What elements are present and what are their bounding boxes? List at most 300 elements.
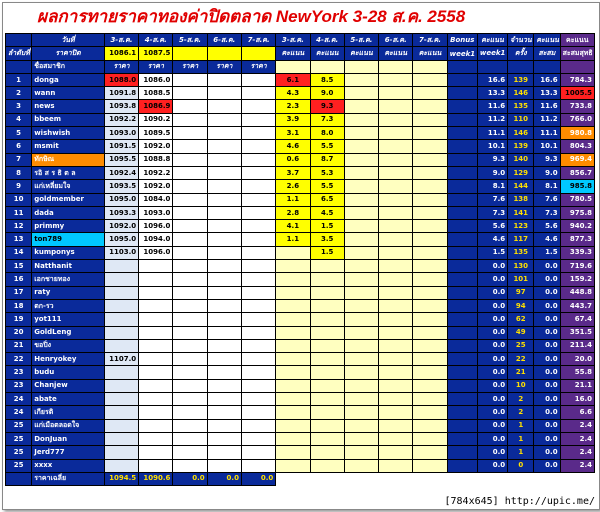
net-score: 0.0	[534, 260, 560, 273]
score-day4	[379, 366, 413, 379]
price-guess-day5	[241, 326, 275, 339]
price-guess-day1	[104, 406, 138, 419]
price-guess-day4	[207, 353, 241, 366]
price-guess-day2	[139, 273, 173, 286]
score-day5	[413, 299, 447, 312]
price-guess-day5	[241, 299, 275, 312]
score-day5	[413, 127, 447, 140]
price-guess-day4	[207, 140, 241, 153]
week-score: 0.0	[477, 339, 507, 352]
price-guess-day3	[173, 220, 207, 233]
member-name: xxxx	[32, 459, 105, 472]
bonus-cell	[447, 166, 477, 179]
table-row	[6, 339, 595, 352]
price-guess-day5	[241, 73, 275, 86]
week-score: 0.0	[477, 299, 507, 312]
price-guess-day3	[173, 326, 207, 339]
score-day5	[413, 153, 447, 166]
rank-cell: 5	[6, 127, 32, 140]
week-score: 0.0	[477, 446, 507, 459]
score-day5	[413, 73, 447, 86]
price-guess-day2: 1096.0	[139, 246, 173, 259]
member-name: ตก-รว	[32, 299, 105, 312]
rank-cell: 22	[6, 353, 32, 366]
bonus-cell	[447, 339, 477, 352]
member-name: news	[32, 100, 105, 113]
price-guess-day3	[173, 379, 207, 392]
price-guess-day1	[104, 273, 138, 286]
rank-cell: 8	[6, 166, 32, 179]
price-guess-day5	[241, 153, 275, 166]
play-count: 2	[508, 406, 534, 419]
score-day5	[413, 87, 447, 100]
member-name: abate	[32, 393, 105, 406]
week-score: 0.0	[477, 260, 507, 273]
price-guess-day2: 1084.0	[139, 193, 173, 206]
play-count: 97	[508, 286, 534, 299]
score-day3	[344, 140, 378, 153]
week-score: 9.0	[477, 166, 507, 179]
table-row	[6, 87, 595, 100]
price-guess-day1: 1093.5	[104, 180, 138, 193]
score-day2	[310, 459, 344, 472]
score-day4	[379, 273, 413, 286]
price-guess-day1	[104, 326, 138, 339]
price-guess-day5	[241, 432, 275, 445]
bonus-cell	[447, 286, 477, 299]
price-guess-day1: 1095.5	[104, 153, 138, 166]
table-row	[6, 100, 595, 113]
score-day4	[379, 87, 413, 100]
total-score: 351.5	[560, 326, 594, 339]
price-guess-day1	[104, 366, 138, 379]
price-guess-day2	[139, 299, 173, 312]
total-score: 2.4	[560, 419, 594, 432]
week-score: 5.6	[477, 220, 507, 233]
score-subheader: คะแนน	[413, 47, 447, 60]
price-date-header: 4-ส.ค.	[139, 34, 173, 47]
play-count: 130	[508, 260, 534, 273]
price-guess-day2: 1088.5	[139, 87, 173, 100]
price-guess-day4	[207, 87, 241, 100]
score-day2: 6.5	[310, 193, 344, 206]
score-day1: 2.3	[276, 100, 310, 113]
price-guess-day5	[241, 313, 275, 326]
play-count: 138	[508, 193, 534, 206]
bonus-cell	[447, 100, 477, 113]
score-day1	[276, 353, 310, 366]
avg-price: 1094.5	[104, 472, 138, 485]
rank-cell: 23	[6, 379, 32, 392]
price-guess-day4	[207, 406, 241, 419]
score-subheader: คะแนน	[276, 47, 310, 60]
net-score: 13.3	[534, 87, 560, 100]
total-score: 969.4	[560, 153, 594, 166]
play-count: 2	[508, 393, 534, 406]
score-day5	[413, 459, 447, 472]
play-count: 139	[508, 140, 534, 153]
times-label: ครั้ง	[508, 47, 534, 60]
member-name: ton789	[32, 233, 105, 246]
price-guess-day2: 1092.2	[139, 166, 173, 179]
price-guess-day1	[104, 432, 138, 445]
price-guess-day5	[241, 193, 275, 206]
header-row-dates	[6, 34, 595, 47]
price-guess-day5	[241, 273, 275, 286]
total-score: 877.3	[560, 233, 594, 246]
rank-cell: 23	[6, 366, 32, 379]
score-day1	[276, 379, 310, 392]
score-day5	[413, 326, 447, 339]
price-guess-day3	[173, 313, 207, 326]
bonus-week-label: week1	[447, 47, 477, 60]
price-guess-day5	[241, 379, 275, 392]
week-score-header: คะแนน	[477, 34, 507, 47]
play-count: 49	[508, 326, 534, 339]
table-row	[6, 73, 595, 86]
rank-cell: 16	[6, 273, 32, 286]
bonus-cell	[447, 246, 477, 259]
score-day1	[276, 432, 310, 445]
score-blank	[379, 60, 413, 73]
score-date-header: 3-ส.ค.	[276, 34, 310, 47]
bonus-header: Bonus	[447, 34, 477, 47]
score-day2: 8.7	[310, 153, 344, 166]
member-name: ทักษิณ	[32, 153, 105, 166]
bonus-cell	[447, 273, 477, 286]
avg-spacer	[477, 472, 507, 485]
score-day3	[344, 393, 378, 406]
score-day1: 4.6	[276, 140, 310, 153]
bonus-cell	[447, 233, 477, 246]
close-price-cell: 1087.5	[139, 47, 173, 60]
price-guess-day2	[139, 353, 173, 366]
watermark-text: [784x645] http://upic.me/	[444, 496, 595, 507]
avg-price: 1090.6	[139, 472, 173, 485]
table-row	[6, 446, 595, 459]
score-day3	[344, 379, 378, 392]
net-score: 7.6	[534, 193, 560, 206]
score-day2	[310, 353, 344, 366]
spreadsheet-frame	[2, 2, 600, 510]
week-score: 0.0	[477, 326, 507, 339]
score-blank	[344, 60, 378, 73]
score-day5	[413, 220, 447, 233]
rank-cell: 25	[6, 459, 32, 472]
total-score: 975.8	[560, 206, 594, 219]
net-score: 0.0	[534, 299, 560, 312]
score-day5	[413, 313, 447, 326]
rank-label: ลำดับที่	[6, 47, 32, 60]
week-score: 16.6	[477, 73, 507, 86]
week-score: 4.6	[477, 233, 507, 246]
rank-cell: 25	[6, 432, 32, 445]
score-day4	[379, 140, 413, 153]
price-date-header: 6-ส.ค.	[207, 34, 241, 47]
total-score: 2.4	[560, 432, 594, 445]
score-day2	[310, 419, 344, 432]
table-row	[6, 299, 595, 312]
bonus-cell	[447, 73, 477, 86]
count-blank	[508, 60, 534, 73]
price-guess-day2	[139, 366, 173, 379]
price-guess-day1: 1095.0	[104, 233, 138, 246]
price-guess-day2	[139, 406, 173, 419]
score-day2	[310, 260, 344, 273]
net-score: 0.0	[534, 446, 560, 459]
rank-cell: 18	[6, 299, 32, 312]
score-day3	[344, 73, 378, 86]
results-table	[5, 33, 595, 486]
price-guess-day3	[173, 260, 207, 273]
price-guess-day3	[173, 406, 207, 419]
total-score: 21.1	[560, 379, 594, 392]
price-guess-day5	[241, 366, 275, 379]
price-guess-day5	[241, 127, 275, 140]
day-label: วันที่	[32, 34, 105, 47]
score-day1: 3.1	[276, 127, 310, 140]
price-guess-day2: 1086.0	[139, 73, 173, 86]
score-day4	[379, 233, 413, 246]
play-count: 0	[508, 459, 534, 472]
score-day5	[413, 366, 447, 379]
table-row	[6, 393, 595, 406]
score-day4	[379, 180, 413, 193]
member-name: รอิ ส ร ธิ ต ล	[32, 166, 105, 179]
score-day1: 4.1	[276, 220, 310, 233]
play-count: 117	[508, 233, 534, 246]
score-day4	[379, 100, 413, 113]
score-day3	[344, 353, 378, 366]
score-day4	[379, 393, 413, 406]
rank-cell: 25	[6, 446, 32, 459]
bonus-cell	[447, 113, 477, 126]
rank-cell: 24	[6, 406, 32, 419]
price-guess-day1	[104, 419, 138, 432]
price-guess-day5	[241, 446, 275, 459]
score-day3	[344, 246, 378, 259]
header-row-close	[6, 47, 595, 60]
net-score: 11.2	[534, 113, 560, 126]
net-score: 11.6	[534, 100, 560, 113]
net-score: 0.0	[534, 366, 560, 379]
price-date-header: 5-ส.ค.	[173, 34, 207, 47]
score-day5	[413, 206, 447, 219]
avg-spacer	[447, 472, 477, 485]
price-guess-day4	[207, 446, 241, 459]
price-guess-day3	[173, 419, 207, 432]
member-label: ชื่อสมาชิก	[32, 60, 105, 73]
price-guess-day2	[139, 393, 173, 406]
price-guess-day3	[173, 153, 207, 166]
score-day2: 8.5	[310, 73, 344, 86]
avg-label: ราคาเฉลี่ย	[32, 472, 105, 485]
bonus-cell	[447, 140, 477, 153]
price-guess-day2	[139, 459, 173, 472]
rank-cell: 14	[6, 246, 32, 259]
avg-price: 0.0	[241, 472, 275, 485]
total-score: 339.3	[560, 246, 594, 259]
score-day5	[413, 406, 447, 419]
score-day5	[413, 432, 447, 445]
week-score: 0.0	[477, 419, 507, 432]
table-body	[6, 34, 595, 486]
score-day2	[310, 313, 344, 326]
table-row	[6, 206, 595, 219]
score-day3	[344, 459, 378, 472]
table-row	[6, 233, 595, 246]
member-name: donga	[32, 73, 105, 86]
score-day2: 4.5	[310, 206, 344, 219]
score-day4	[379, 166, 413, 179]
score-day1: 1.1	[276, 193, 310, 206]
score-day2	[310, 406, 344, 419]
score-blank	[310, 60, 344, 73]
net-score: 9.0	[534, 166, 560, 179]
score-day1	[276, 326, 310, 339]
price-guess-day1: 1092.0	[104, 220, 138, 233]
score-day3	[344, 432, 378, 445]
price-guess-day1: 1091.5	[104, 140, 138, 153]
bonus-cell	[447, 260, 477, 273]
score-day4	[379, 326, 413, 339]
price-guess-day1: 1092.4	[104, 166, 138, 179]
score-day3	[344, 286, 378, 299]
price-guess-day3	[173, 446, 207, 459]
price-guess-day5	[241, 393, 275, 406]
week-score: 7.6	[477, 193, 507, 206]
net-sub-label: สะสม	[534, 47, 560, 60]
score-day3	[344, 220, 378, 233]
price-guess-day5	[241, 459, 275, 472]
price-guess-day2	[139, 432, 173, 445]
score-day1	[276, 446, 310, 459]
total-sub-label: สะสมสุทธิ	[560, 47, 594, 60]
score-day4	[379, 432, 413, 445]
price-guess-day4	[207, 233, 241, 246]
score-day2: 5.5	[310, 180, 344, 193]
total-score: 443.7	[560, 299, 594, 312]
price-guess-day2	[139, 260, 173, 273]
bonus-cell	[447, 180, 477, 193]
price-guess-day3	[173, 299, 207, 312]
table-row	[6, 246, 595, 259]
price-guess-day1	[104, 379, 138, 392]
price-subheader: ราคา	[207, 60, 241, 73]
price-guess-day3	[173, 273, 207, 286]
member-name: GoldLeng	[32, 326, 105, 339]
play-count: 22	[508, 353, 534, 366]
play-count: 146	[508, 127, 534, 140]
price-guess-day4	[207, 166, 241, 179]
net-score: 1.5	[534, 246, 560, 259]
avg-blank	[6, 472, 32, 485]
rank-cell: 2	[6, 87, 32, 100]
price-subheader: ราคา	[173, 60, 207, 73]
week-score: 0.0	[477, 313, 507, 326]
play-count: 140	[508, 153, 534, 166]
score-day3	[344, 127, 378, 140]
score-day5	[413, 339, 447, 352]
count-header: จำนวน	[508, 34, 534, 47]
member-name: budu	[32, 366, 105, 379]
price-guess-day5	[241, 246, 275, 259]
price-guess-day1	[104, 286, 138, 299]
price-guess-day1: 1093.3	[104, 206, 138, 219]
price-guess-day3	[173, 113, 207, 126]
score-day5	[413, 180, 447, 193]
total-score: 784.3	[560, 73, 594, 86]
total-score-header: คะแนน	[560, 34, 594, 47]
bonus-cell	[447, 313, 477, 326]
price-guess-day4	[207, 273, 241, 286]
table-row	[6, 260, 595, 273]
total-score: 980.8	[560, 127, 594, 140]
score-day4	[379, 246, 413, 259]
price-guess-day1	[104, 393, 138, 406]
price-guess-day4	[207, 366, 241, 379]
price-guess-day1: 1092.2	[104, 113, 138, 126]
week-score: 0.0	[477, 379, 507, 392]
score-day2: 5.3	[310, 166, 344, 179]
score-day2: 3.5	[310, 233, 344, 246]
week-score: 8.1	[477, 180, 507, 193]
score-day2: 1.5	[310, 246, 344, 259]
total-score: 856.7	[560, 166, 594, 179]
score-day2: 7.3	[310, 113, 344, 126]
net-score: 16.6	[534, 73, 560, 86]
score-day3	[344, 273, 378, 286]
score-day3	[344, 299, 378, 312]
score-day4	[379, 220, 413, 233]
bonus-cell	[447, 432, 477, 445]
price-guess-day4	[207, 432, 241, 445]
total-score: 2.4	[560, 459, 594, 472]
price-guess-day5	[241, 220, 275, 233]
score-day2	[310, 286, 344, 299]
score-day5	[413, 446, 447, 459]
score-day1	[276, 393, 310, 406]
price-guess-day2: 1093.0	[139, 206, 173, 219]
price-guess-day2	[139, 419, 173, 432]
total-score: 67.4	[560, 313, 594, 326]
table-row	[6, 406, 595, 419]
member-name: แก่เมือตลอดใจ	[32, 419, 105, 432]
total-score: 211.4	[560, 339, 594, 352]
price-guess-day3	[173, 432, 207, 445]
week-score: 0.0	[477, 393, 507, 406]
table-row	[6, 220, 595, 233]
price-guess-day4	[207, 100, 241, 113]
price-guess-day4	[207, 127, 241, 140]
week-score: 0.0	[477, 353, 507, 366]
member-name: dada	[32, 206, 105, 219]
price-guess-day2	[139, 313, 173, 326]
week-score: 9.3	[477, 153, 507, 166]
score-day1: 4.3	[276, 87, 310, 100]
table-row	[6, 286, 595, 299]
price-guess-day5	[241, 419, 275, 432]
price-guess-day3	[173, 87, 207, 100]
member-name: Chanjew	[32, 379, 105, 392]
score-day3	[344, 233, 378, 246]
score-day1	[276, 299, 310, 312]
table-row	[6, 153, 595, 166]
rank-cell: 15	[6, 260, 32, 273]
play-count: 21	[508, 366, 534, 379]
net-score: 0.0	[534, 406, 560, 419]
price-guess-day4	[207, 180, 241, 193]
